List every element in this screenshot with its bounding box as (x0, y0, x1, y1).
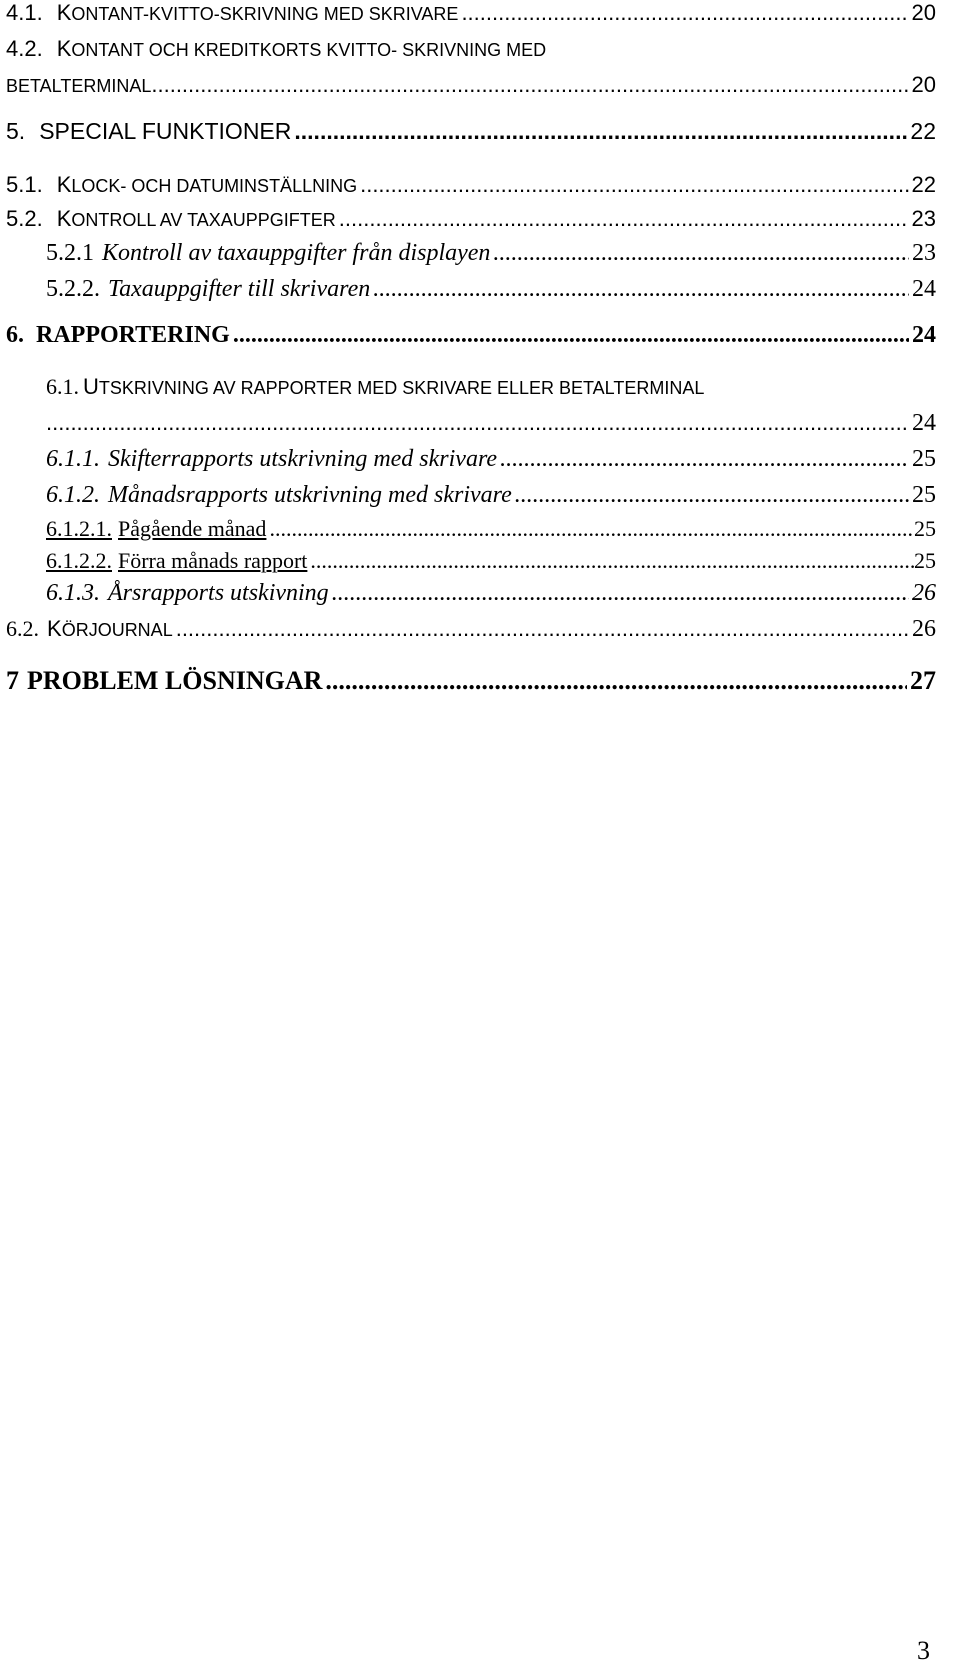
toc-page-number: 24 (912, 322, 936, 348)
toc-entry-6-1-1[interactable] (46, 446, 936, 473)
toc-page-number: 25 (914, 548, 936, 573)
toc-number: 6.1.2.2. (46, 548, 112, 573)
toc-entry-6-1[interactable] (46, 374, 704, 400)
toc-title: Skifterrapports utskrivning med skrivare (108, 446, 498, 472)
toc-number: 7 (6, 666, 19, 695)
toc-number: 5.2. (6, 206, 43, 231)
toc-number: 5. (6, 118, 26, 144)
toc-leader (269, 516, 914, 542)
toc-title-continuation: BETALTERMINAL (6, 76, 152, 96)
toc-entry-4-2-continuation[interactable] (6, 72, 936, 98)
toc-page-number: 22 (911, 172, 936, 197)
toc-entry-6-1-2-2[interactable] (46, 548, 936, 574)
toc-page-number: 25 (914, 516, 936, 541)
toc-number: 6.1.1. (46, 446, 100, 472)
toc-title: Pågående månad (118, 516, 267, 541)
toc-title: UTSKRIVNING AV RAPPORTER MED SKRIVARE ELLER BETALTERMINAL (83, 374, 705, 399)
toc-title: RAPPORTERING (36, 322, 230, 348)
toc-entry-7[interactable] (6, 666, 936, 696)
toc-leader (325, 666, 907, 696)
toc-entry-6-1-2[interactable] (46, 482, 936, 509)
toc-leader (500, 446, 909, 473)
toc-entry-4-2[interactable] (6, 36, 546, 62)
toc-number: 4.2. (6, 36, 43, 61)
toc-title: Kontroll av taxauppgifter från displayen (102, 240, 491, 266)
toc-entry-5-2[interactable] (6, 206, 936, 232)
toc-title: Förra månads rapport (118, 548, 308, 573)
toc-leader (332, 580, 909, 607)
toc-page-number: 27 (910, 666, 936, 695)
toc-title: KONTANT OCH KREDITKORTS KVITTO- SKRIVNING MED (56, 36, 547, 61)
toc-leader (360, 172, 908, 198)
toc-page-number: 25 (912, 482, 936, 508)
toc-page-number: 23 (912, 240, 936, 266)
toc-leader (461, 0, 908, 26)
toc-leader (151, 72, 908, 98)
toc-leader (493, 240, 909, 267)
toc-title: Årsrapports utskivning (108, 580, 329, 606)
toc-leader (46, 410, 909, 436)
toc-number: 6. (6, 322, 24, 348)
toc-number: 5.1. (6, 172, 43, 197)
page-number: 3 (917, 1636, 930, 1665)
toc-entry-5-2-2[interactable] (46, 276, 936, 303)
toc-leader (515, 482, 909, 509)
toc-entry-6-2[interactable] (6, 616, 936, 643)
toc-entry-6-1-2-1[interactable] (46, 516, 936, 542)
toc-number: 6.1.2. (46, 482, 100, 508)
toc-entry-6-1-3[interactable] (46, 580, 936, 607)
toc-page-number: 24 (912, 410, 936, 436)
toc-number: 6.1. (46, 374, 79, 399)
toc-leader (310, 548, 914, 574)
toc-entry-6[interactable] (6, 322, 936, 349)
toc-page-number: 26 (912, 616, 936, 642)
toc-number: 6.2. (6, 616, 39, 641)
toc-title: Månadsrapports utskrivning med skrivare (108, 482, 512, 508)
toc-page-number: 20 (911, 72, 936, 97)
toc-leader (373, 276, 909, 303)
toc-entry-4-1[interactable] (6, 0, 936, 26)
toc-number: 6.1.2.1. (46, 516, 112, 541)
toc-leader (233, 322, 909, 349)
toc-page-number: 25 (912, 446, 936, 472)
toc-title: PROBLEM LÖSNINGAR (27, 666, 323, 695)
toc-title: Taxauppgifter till skrivaren (108, 276, 371, 302)
toc-entry-6-1-continuation[interactable] (46, 410, 936, 437)
toc-title: SPECIAL FUNKTIONER (39, 118, 292, 144)
toc-number: 4.1. (6, 0, 43, 25)
toc-leader (294, 118, 907, 145)
toc-page-number: 26 (912, 580, 936, 606)
toc-page-number: 23 (911, 206, 936, 231)
toc-title: KLOCK- OCH DATUMINSTÄLLNING (56, 172, 358, 197)
toc-entry-5-2-1[interactable] (46, 240, 936, 267)
toc-leader (176, 616, 909, 642)
toc-number: 6.1.3. (46, 580, 100, 606)
toc-page-number: 20 (911, 0, 936, 25)
toc-number: 5.2.2. (46, 276, 100, 302)
toc-number: 5.2.1 (46, 240, 94, 266)
toc-entry-5-1[interactable] (6, 172, 936, 198)
toc-page-number: 22 (910, 118, 936, 144)
toc-title: KÖRJOURNAL (47, 616, 173, 641)
toc-entry-5[interactable] (6, 118, 936, 145)
toc-title: KONTANT-KVITTO-SKRIVNING MED SKRIVARE (56, 0, 459, 25)
toc-leader (339, 206, 909, 232)
toc-title: KONTROLL AV TAXAUPPGIFTER (56, 206, 336, 231)
toc-page-number: 24 (912, 276, 936, 302)
